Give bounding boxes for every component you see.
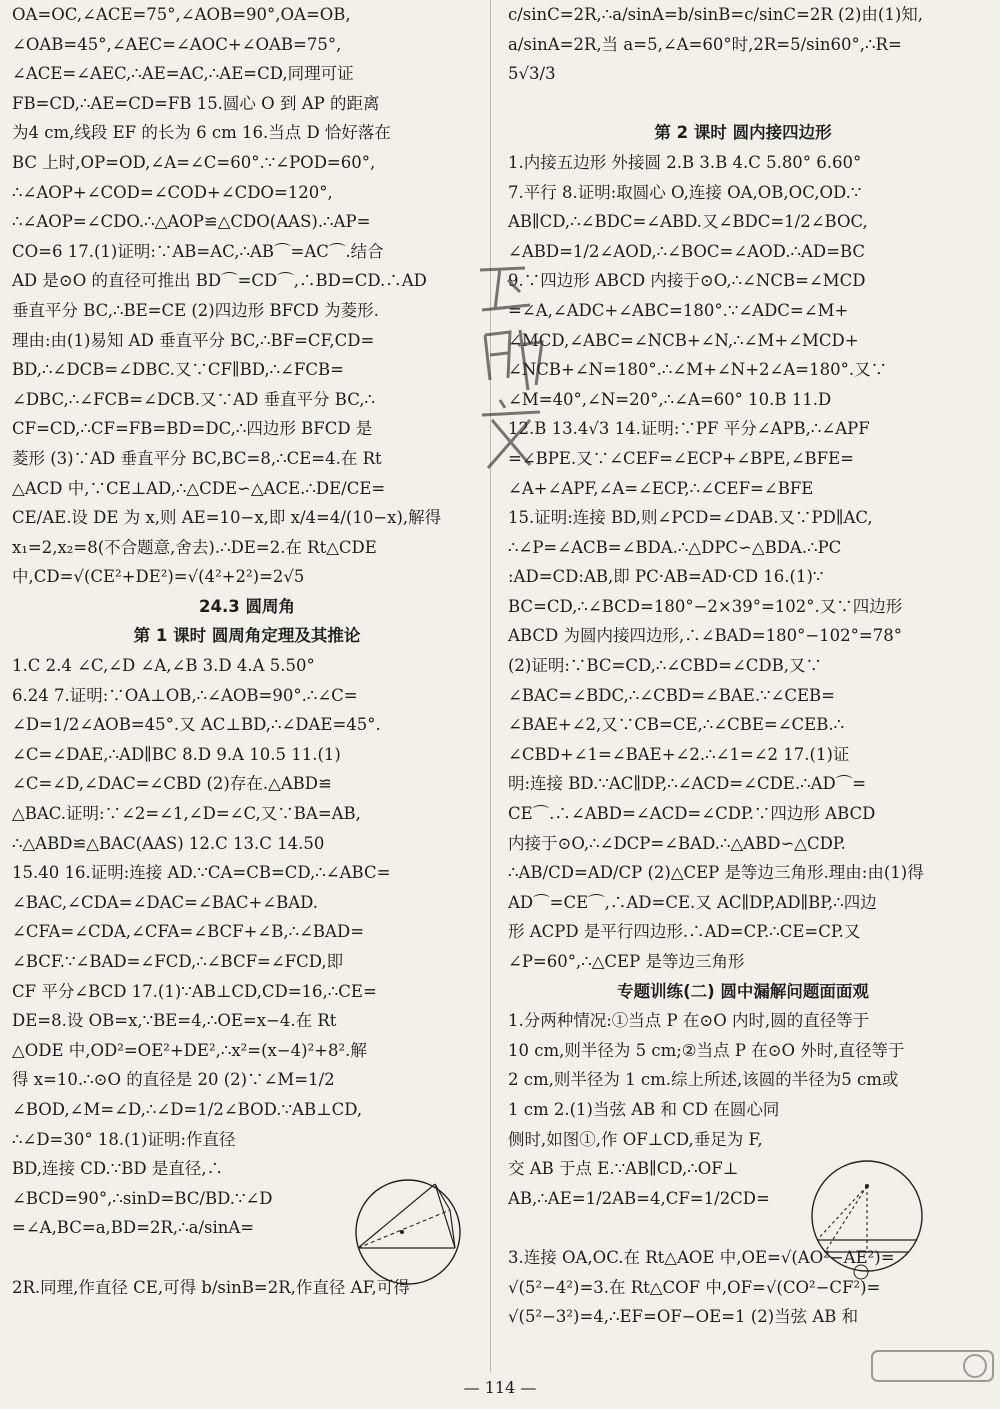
left_column-line: 为4 cm,线段 EF 的长为 6 cm 16.当点 D 恰好落在: [12, 123, 391, 143]
right_column-line: √(5²−4²)=3.在 Rt△COF 中,OF=√(CO²−CF²)=: [508, 1277, 881, 1297]
left_column-line: 1.C 2.4 ∠C,∠D ∠A,∠B 3.D 4.A 5.50°: [12, 656, 315, 676]
left_column-line: ∠BCF.∵∠BAD=∠FCD,∴∠BCF=∠FCD,即: [12, 952, 344, 971]
right_column-line: 15.证明:连接 BD,则∠PCD=∠DAB.又∵PD∥AC,: [508, 508, 873, 528]
left_column-line: ∴∠AOP+∠COD=∠COD+∠CDO=120°,: [12, 182, 333, 202]
left_column-line: ∠OAB=45°,∠AEC=∠AOC+∠OAB=75°,: [12, 34, 342, 54]
right_column-line: ∴∠P=∠ACB=∠BDA.∴△DPC∽△BDA.∴PC: [508, 537, 842, 557]
right_column-line: 1.分两种情况:①当点 P 在⊙O 内时,圆的直径等于: [508, 1011, 870, 1031]
right_column-line: 明:连接 BD.∵AC∥DP,∴∠ACD=∠CDE.∴AD⌒=: [508, 774, 867, 794]
left_column-line: CF 平分∠BCD 17.(1)∵AB⊥CD,CD=16,∴CE=: [12, 981, 377, 1001]
right_column-line: CE⌒.∴∠ABD=∠ACD=∠CDP.∵四边形 ABCD: [508, 804, 876, 824]
right_column-line: 第 2 课时 圆内接四边形: [654, 123, 832, 143]
left_column-line: BC 上时,OP=OD,∠A=∠C=60°.∵∠POD=60°,: [12, 152, 376, 172]
right_column-line: 内接于⊙O,∴∠DCP=∠BAD.∴△ABD∽△CDP.: [508, 833, 846, 853]
right_column-line: AD⌒=CE⌒,∴AD=CE.又 AC∥DP,AD∥BP,∴四边: [508, 892, 877, 912]
left_column-line: ∴∠AOP=∠CDO.∴△AOP≌△CDO(AAS).∴AP=: [12, 212, 371, 232]
circle-figure-right: [795, 1152, 935, 1282]
left_column-line: ∠DBC,∴∠FCB=∠DCB.又∵AD 垂直平分 BC,∴: [12, 389, 376, 409]
left_column-line: △ODE 中,OD²=OE²+DE²,∴x²=(x−4)²+8².解: [12, 1040, 367, 1060]
right_column-line: ∠CBD+∠1=∠BAE+∠2.∴∠1=∠2 17.(1)证: [508, 744, 850, 764]
left_column-line: BD,连接 CD.∵BD 是直径,∴: [12, 1159, 224, 1179]
left_column-line: ∠BCD=90°,∴sinD=BC/BD.∵∠D: [12, 1188, 273, 1208]
right_column-line: =∠A,∠ADC+∠ABC=180°.∵∠ADC=∠M+: [508, 300, 849, 320]
left_column-line: AD 是⊙O 的直径可推出 BD⌒=CD⌒,∴BD=CD.∴AD: [12, 271, 427, 291]
right_column-line: 5√3/3: [508, 64, 556, 84]
left_column-line: ∠BAC,∠CDA=∠DAC=∠BAC+∠BAD.: [12, 892, 319, 912]
left_column-line: 6.24 7.证明:∵OA⊥OB,∴∠AOB=90°.∴∠C=: [12, 685, 358, 705]
right_column-line: ∠A+∠APF,∠A=∠ECP,∴∠CEF=∠BFE: [508, 478, 814, 498]
right_column-line: 交 AB 于点 E.∵AB∥CD,∴OF⊥: [508, 1159, 739, 1179]
left_column-line: BD,∴∠DCB=∠DBC.又∵CF∥BD,∴∠FCB=: [12, 360, 344, 380]
right_column-line: AB,∴AE=1/2AB=4,CF=1/2CD=: [508, 1188, 770, 1208]
left_column-line: x₁=2,x₂=8(不合题意,舍去).∴DE=2.在 Rt△CDE: [12, 537, 377, 557]
circle-figure-left: [340, 1170, 475, 1290]
right_column-line: 形 ACPD 是平行四边形.∴AD=CP.∴CE=CP.又: [508, 922, 861, 942]
left_column-line: DE=8.设 OB=x,∵BE=4,∴OE=x−4.在 Rt: [12, 1011, 337, 1031]
right_column-line: 2 cm,则半径为 1 cm.综上所述,该圆的半径为5 cm或: [508, 1070, 899, 1090]
right_column-line: [508, 89, 978, 119]
left_column-line: CF=CD,∴CF=FB=BD=DC,∴四边形 BFCD 是: [12, 419, 373, 439]
left_column-line: ∴△ABD≌△BAC(AAS) 12.C 13.C 14.50: [12, 833, 325, 853]
left-column: [12, 0, 482, 1360]
left_column-line: 垂直平分 BC,∴BE=CE (2)四边形 BFCD 为菱形.: [12, 300, 379, 320]
right_column-line: c/sinC=2R,∴a/sinA=b/sinB=c/sinC=2R (2)由(1)知,: [508, 5, 924, 24]
left_column-line: CE/AE.设 DE 为 x,则 AE=10−x,即 x/4=4/(10−x),解得: [12, 508, 442, 528]
left_column-line: 2R.同理,作直径 CE,可得 b/sinB=2R,作直径 AF,可得: [12, 1277, 410, 1297]
right_column-line: 专题训练(二) 圆中漏解问题面面观: [617, 981, 869, 1001]
left_column-line: 得 x=10.∴⊙O 的直径是 20 (2)∵∠M=1/2: [12, 1070, 335, 1090]
right_column-line: 1.内接五边形 外接圆 2.B 3.B 4.C 5.80° 6.60°: [508, 152, 862, 172]
right_column-line: ∠P=60°,∴△CEP 是等边三角形: [508, 952, 745, 971]
right_column-line: BC=CD,∴∠BCD=180°−2×39°=102°.又∵四边形: [508, 596, 903, 616]
left_column-line: CO=6 17.(1)证明:∵AB=AC,∴AB⌒=AC⌒.结合: [12, 241, 384, 261]
right_column-line: ∠M=40°,∠N=20°,∴∠A=60° 10.B 11.D: [508, 389, 832, 409]
left_column-line: 理由:由(1)易知 AD 垂直平分 BC,∴BF=CF,CD=: [12, 330, 375, 350]
left_column-line: FB=CD,∴AE=CD=FB 15.圆心 O 到 AP 的距离: [12, 93, 380, 113]
left_column-line: △ACD 中,∵CE⊥AD,∴△CDE∽△ACE.∴DE/CE=: [12, 478, 386, 498]
right_column-line: (2)证明:∵BC=CD,∴∠CBD=∠CDB,又∵: [508, 656, 822, 676]
right_column-line: ∠ABD=1/2∠AOD,∴∠BOC=∠AOD.∴AD=BC: [508, 241, 866, 261]
left_column-line: ∠C=∠DAE,∴AD∥BC 8.D 9.A 10.5 11.(1): [12, 744, 341, 764]
right_column-line: =∠BPE.又∵∠CEF=∠ECP+∠BPE,∠BFE=: [508, 448, 854, 468]
right_column-line: ∠BAE+∠2,又∵CB=CE,∴∠CBE=∠CEB.∴: [508, 715, 845, 735]
page-number: — 114 —: [463, 1378, 537, 1397]
left_column-line: 第 1 课时 圆周角定理及其推论: [133, 626, 361, 646]
left_column-line: 菱形 (3)∵AD 垂直平分 BC,BC=8,∴CE=4.在 Rt: [12, 448, 382, 468]
right_column-line: 9.∵四边形 ABCD 内接于⊙O,∴∠NCB=∠MCD: [508, 271, 866, 291]
left_column-line: OA=OC,∠ACE=75°,∠AOB=90°,OA=OB,: [12, 5, 351, 24]
handwritten-watermark: [470, 250, 560, 490]
right_column-line: 7.平行 8.证明:取圆心 O,连接 OA,OB,OC,OD.∵: [508, 182, 862, 202]
right_column-line: 12.B 13.4√3 14.证明:∵PF 平分∠APB,∴∠APF: [508, 419, 870, 439]
left_column-line: ∠ACE=∠AEC,∴AE=AC,∴AE=CD,同理可证: [12, 64, 354, 84]
right_column-line: ∠BAC=∠BDC,∴∠CBD=∠BAE.∵∠CEB=: [508, 685, 836, 705]
right_column-line: √(5²−3²)=4,∴EF=OF−OE=1 (2)当弦 AB 和: [508, 1307, 859, 1327]
right_column-line: ∴AB/CD=AD/CP (2)△CEP 是等边三角形.理由:由(1)得: [508, 863, 924, 883]
right_column-line: a/sinA=2R,当 a=5,∠A=60°时,2R=5/sin60°,∴R=: [508, 34, 902, 54]
left_column-line: 15.40 16.证明:连接 AD.∵CA=CB=CD,∴∠ABC=: [12, 863, 391, 883]
left_column-line: ∠CFA=∠CDA,∠CFA=∠BCF+∠B,∴∠BAD=: [12, 922, 365, 942]
left_column-line: ∠C=∠D,∠DAC=∠CBD (2)存在.△ABD≌: [12, 774, 332, 794]
right_column-line: 侧时,如图①,作 OF⊥CD,垂足为 F,: [508, 1129, 763, 1149]
left_column-line: ∠BOD,∠M=∠D,∴∠D=1/2∠BOD.∵AB⊥CD,: [12, 1099, 363, 1119]
right_column-line: ∠MCD,∠ABC=∠NCB+∠N,∴∠M+∠MCD+: [508, 330, 859, 350]
right_column-line: :AD=CD:AB,即 PC·AB=AD·CD 16.(1)∵: [508, 567, 824, 587]
left_column-line: 24.3 圆周角: [199, 596, 295, 616]
right_column-line: AB∥CD,∴∠BDC=∠ABD.又∠BDC=1/2∠BOC,: [508, 212, 868, 232]
right_column-line: 1 cm 2.(1)当弦 AB 和 CD 在圆心同: [508, 1099, 780, 1119]
right_column-line: ABCD 为圆内接四边形,∴∠BAD=180°−102°=78°: [508, 626, 902, 646]
left_column-line: =∠A,BC=a,BD=2R,∴a/sinA=: [12, 1218, 255, 1238]
right_column-line: 3.连接 OA,OC.在 Rt△AOE 中,OE=√(AO²−AE²)=: [508, 1247, 895, 1267]
right_column-line: 10 cm,则半径为 5 cm;②当点 P 在⊙O 外时,直径等于: [508, 1040, 905, 1060]
right_column-line: ∠NCB+∠N=180°.∴∠M+∠N+2∠A=180°.又∵: [508, 360, 888, 380]
left_column-line: ∴∠D=30° 18.(1)证明:作直径: [12, 1129, 236, 1149]
left_column-line: ∠D=1/2∠AOB=45°.又 AC⊥BD,∴∠DAE=45°.: [12, 715, 381, 735]
left_column-line: △BAC.证明:∵∠2=∠1,∠D=∠C,又∵BA=AB,: [12, 804, 361, 824]
left_column-line: 中,CD=√(CE²+DE²)=√(4²+2²)=2√5: [12, 567, 305, 587]
column-divider: [490, 0, 491, 1372]
